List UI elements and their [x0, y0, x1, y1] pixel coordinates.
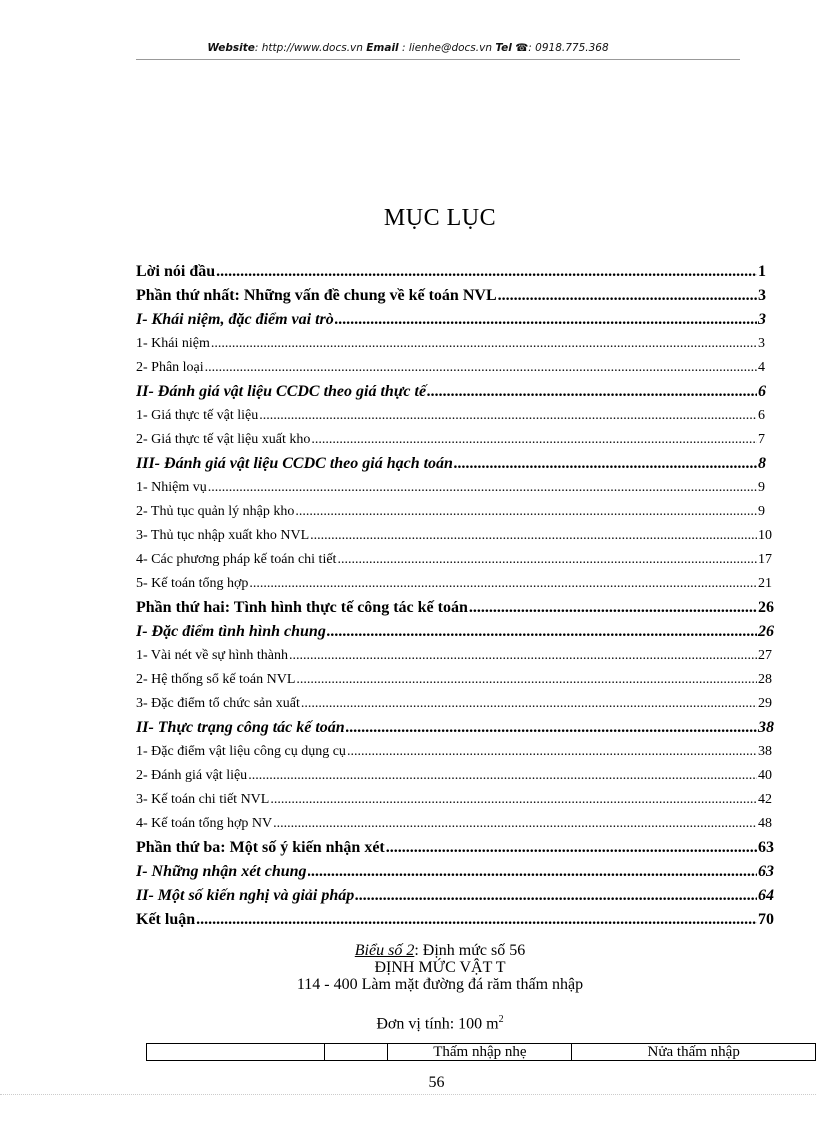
toc-entry[interactable] — [136, 260, 816, 284]
toc-entry-page: 21 — [758, 576, 772, 591]
toc-entry[interactable] — [136, 596, 816, 620]
tel-value: : 0918.775.368 — [528, 42, 609, 54]
website-label: Website — [207, 42, 255, 54]
toc-entry-page: 10 — [758, 528, 772, 543]
toc-entry-title: 4- Kế toán tổng hợp NV — [136, 816, 273, 831]
toc-leader-dots — [270, 788, 757, 812]
toc-entry-page: 7 — [758, 432, 765, 447]
toc-leader-dots — [308, 860, 757, 884]
toc-entry[interactable] — [136, 476, 816, 500]
toc-entry-title: 5- Kế toán tổng hợp — [136, 576, 249, 591]
toc-entry-page: 70 — [758, 911, 774, 928]
toc-entry[interactable] — [136, 812, 816, 836]
toc-entry[interactable] — [136, 836, 816, 860]
toc-entry-title: 3- Thủ tục nhập xuất kho NVL — [136, 528, 310, 543]
toc-leader-dots — [327, 620, 757, 644]
toc-leader-dots — [301, 692, 757, 716]
toc-entry-page: 27 — [758, 648, 772, 663]
page-title: MỤC LỤC — [383, 205, 497, 231]
unit-line — [0, 1011, 816, 1033]
bieu-label: Biểu số 2 — [354, 942, 415, 959]
toc-entry-page: 48 — [758, 816, 772, 831]
toc-entry[interactable] — [136, 788, 816, 812]
toc-entry[interactable] — [136, 500, 816, 524]
toc-entry[interactable] — [136, 428, 816, 452]
toc-entry-page: 29 — [758, 696, 772, 711]
toc-entry-page: 63 — [758, 863, 774, 880]
toc-entry-title: 4- Các phương pháp kế toán chi tiết — [136, 552, 337, 567]
page-number: 56 — [428, 1074, 445, 1091]
toc-leader-dots — [289, 644, 757, 668]
toc-leader-dots — [249, 572, 757, 596]
email-label: Email — [366, 42, 399, 54]
tel-label: Tel — [495, 42, 512, 54]
toc-leader-dots — [295, 500, 757, 524]
toc-entry[interactable] — [136, 524, 816, 548]
toc-entry[interactable] — [136, 668, 816, 692]
toc-entry[interactable] — [136, 908, 816, 932]
toc-entry[interactable] — [136, 860, 816, 884]
toc-leader-dots — [469, 596, 757, 620]
bieu-caption — [0, 942, 816, 960]
table-header-cell: Thấm nhập nhẹ — [388, 1044, 572, 1061]
toc-entry-title: 2- Đánh giá vật liệu — [136, 768, 248, 783]
toc-entry[interactable] — [136, 644, 816, 668]
toc-entry[interactable] — [136, 284, 816, 308]
toc-leader-dots — [205, 356, 757, 380]
toc-entry-title: II- Một số kiến nghị và giải pháp — [136, 887, 355, 904]
toc-entry-title: Phần thứ hai: Tình hình thực tế công tác kế toán — [136, 599, 468, 616]
toc-entry-title: 1- Nhiệm vụ — [136, 480, 207, 495]
toc-entry-page: 1 — [758, 263, 766, 280]
toc-entry[interactable] — [136, 548, 816, 572]
toc-entry-title: I- Đặc điểm tình hình chung — [136, 623, 326, 640]
toc-entry[interactable] — [136, 740, 816, 764]
table-of-contents — [136, 260, 816, 932]
toc-entry-page: 42 — [758, 792, 772, 807]
toc-leader-dots — [196, 908, 757, 932]
toc-entry[interactable] — [136, 308, 816, 332]
table-header-row — [147, 1044, 816, 1061]
toc-leader-dots — [355, 884, 757, 908]
toc-entry-page: 4 — [758, 360, 765, 375]
email-value[interactable]: : lienhe@docs.vn — [402, 42, 492, 54]
toc-entry-page: 6 — [758, 408, 765, 423]
toc-entry-page: 26 — [758, 623, 774, 640]
toc-entry-page: 38 — [758, 744, 772, 759]
toc-entry-page: 28 — [758, 672, 772, 687]
toc-entry-title: Kết luận — [136, 911, 196, 928]
norm-subtitle: 114 - 400 Làm mặt đường đá răm thấm nhập — [296, 976, 584, 993]
toc-leader-dots — [248, 764, 757, 788]
toc-leader-dots — [386, 836, 757, 860]
toc-entry-title: 1- Đặc điểm vật liệu công cụ dụng cụ — [136, 744, 346, 759]
toc-leader-dots — [335, 308, 757, 332]
toc-entry-page: 26 — [758, 599, 774, 616]
toc-entry[interactable] — [136, 884, 816, 908]
toc-entry-title: II- Thực trạng công tác kế toán — [136, 719, 345, 736]
toc-entry-title: 2- Hệ thống sổ kế toán NVL — [136, 672, 296, 687]
toc-entry-title: 3- Đặc điểm tổ chức sản xuất — [136, 696, 300, 711]
toc-entry-title: 2- Giá thực tế vật liệu xuất kho — [136, 432, 311, 447]
toc-entry-title: 2- Phân loại — [136, 360, 204, 375]
toc-entry[interactable] — [136, 716, 816, 740]
toc-leader-dots — [347, 740, 757, 764]
toc-entry-title: 1- Giá thực tế vật liệu — [136, 408, 259, 423]
toc-leader-dots — [311, 428, 757, 452]
header-divider — [136, 59, 740, 60]
toc-entry[interactable] — [136, 380, 816, 404]
unit-text: Đơn vị tính: 100 m — [376, 1015, 499, 1033]
toc-entry-page: 17 — [758, 552, 772, 567]
toc-leader-dots — [346, 716, 757, 740]
toc-entry-page: 40 — [758, 768, 772, 783]
toc-entry-title: Lời nói đầu — [136, 263, 216, 280]
footer-divider — [0, 1094, 816, 1095]
toc-leader-dots — [337, 548, 757, 572]
toc-entry-title: 1- Vài nét về sự hình thành — [136, 648, 288, 663]
bieu-value: : Định mức số 56 — [414, 942, 526, 959]
toc-entry-title: 2- Thủ tục quản lý nhập kho — [136, 504, 295, 519]
table-header-cell — [324, 1044, 388, 1061]
toc-entry-title: III- Đánh giá vật liệu CCDC theo giá hạch toán — [136, 455, 453, 472]
page-header — [0, 42, 816, 54]
toc-entry-page: 8 — [758, 455, 766, 472]
toc-entry-title: 1- Khái niệm — [136, 336, 210, 351]
toc-entry[interactable] — [136, 692, 816, 716]
toc-entry[interactable] — [136, 620, 816, 644]
table-header-cell — [147, 1044, 325, 1061]
toc-entry[interactable] — [136, 356, 816, 380]
toc-entry-title: Phần thứ nhất: Những vấn đề chung về kế toán NVL — [136, 287, 497, 304]
toc-entry-title: I- Những nhận xét chung — [136, 863, 307, 880]
norm-title: ĐỊNH MỨC VẬT T — [374, 959, 506, 976]
toc-entry-page: 9 — [758, 480, 765, 495]
toc-leader-dots — [208, 476, 757, 500]
toc-entry-title: I- Khái niệm, đặc điểm vai trò — [136, 311, 334, 328]
toc-leader-dots — [259, 404, 757, 428]
toc-entry-page: 3 — [758, 311, 766, 328]
toc-leader-dots — [273, 812, 757, 836]
website-value[interactable]: : http://www.docs.vn — [254, 42, 363, 54]
toc-entry-page: 6 — [758, 383, 766, 400]
phone-icon: ☎ — [515, 42, 529, 54]
table-header-cell: Nửa thấm nhập — [572, 1044, 816, 1061]
toc-leader-dots — [498, 284, 757, 308]
toc-entry-page: 63 — [758, 839, 774, 856]
toc-leader-dots — [211, 332, 757, 356]
toc-entry-title: Phần thứ ba: Một số ý kiến nhận xét — [136, 839, 385, 856]
toc-leader-dots — [310, 524, 757, 548]
toc-entry-page: 3 — [758, 287, 766, 304]
toc-entry-page: 9 — [758, 504, 765, 519]
toc-entry[interactable] — [136, 572, 816, 596]
toc-entry-page: 64 — [758, 887, 774, 904]
toc-entry[interactable] — [136, 332, 816, 356]
toc-leader-dots — [454, 452, 757, 476]
toc-entry[interactable] — [136, 764, 816, 788]
toc-entry-page: 3 — [758, 336, 765, 351]
toc-entry[interactable] — [136, 452, 816, 476]
toc-entry[interactable] — [136, 404, 816, 428]
toc-entry-title: II- Đánh giá vật liệu CCDC theo giá thực tế — [136, 383, 427, 400]
toc-entry-page: 38 — [758, 719, 774, 736]
norm-table — [146, 1043, 816, 1061]
toc-leader-dots — [427, 380, 757, 404]
toc-leader-dots — [296, 668, 757, 692]
toc-entry-title: 3- Kế toán chi tiết NVL — [136, 792, 270, 807]
unit-sup: 2 — [498, 1014, 504, 1025]
toc-leader-dots — [216, 260, 757, 284]
